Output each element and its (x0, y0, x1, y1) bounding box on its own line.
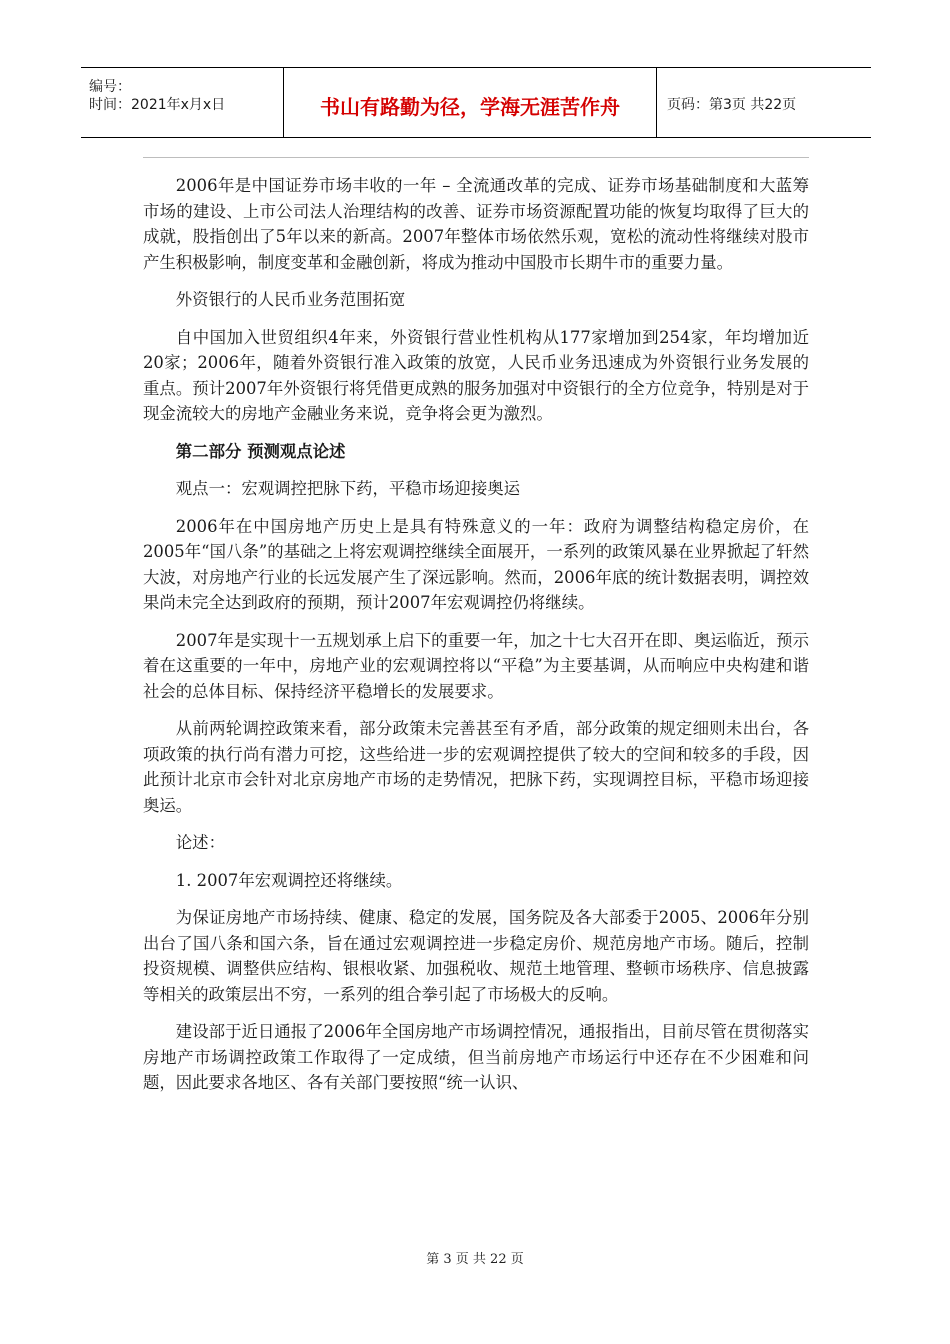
paragraph: 2006年是中国证券市场丰收的一年 – 全流通改革的完成、证券市场基础制度和大蓝筹市场的建设、上市公司法人治理结构的改善、证券市场资源配置功能的恢复均取得了巨大的成就，股指创出了5年以来的新高。2007年整体市场依然乐观，宽松的流动性将继续对股市产生积极影响，制度变革和金融创新，将成为推动中国股市长期牛市的重要力量。 (143, 176, 809, 272)
header-meta-cell (81, 68, 284, 137)
numbered-item: 1. 2007年宏观调控还将继续。 (175, 870, 403, 890)
section-heading: 第二部分 预测观点论述 (175, 441, 346, 461)
page-footer: 第 3 页 共 22 页 (426, 1252, 524, 1267)
paragraph: 建设部于近日通报了2006年全国房地产市场调控情况，通报指出，目前尽管在贯彻落实房地产市场调控政策工作取得了一定成绩，但当前房地产市场运行中还存在不少困难和问题，因此要求各地区、各有关部门要按照“统一认识、 (143, 1022, 809, 1092)
header-divider (143, 157, 809, 158)
motto-text: 书山有路勤为径，学海无涯苦作舟 (320, 95, 620, 119)
header-motto-cell (284, 68, 657, 137)
paragraph: 自中国加入世贸组织4年来，外资银行营业性机构从177家增加到254家，年均增加近20家；2006年，随着外资银行准入政策的放宽，人民币业务迅速成为外资银行业务发展的重点。预计2007年外资银行将凭借更成熟的服务加强对中资银行的全方位竞争，特别是对于现金流较大的房地产金融业务来说，竞争将会更为激烈。 (143, 327, 809, 423)
paragraph: 2006年在中国房地产历史上是具有特殊意义的一年：政府为调整结构稳定房价，在2005年“国八条”的基础之上将宏观调控继续全面展开，一系列的政策风暴在业界掀起了轩然大波，对房地产行业的长远发展产生了深远影响。然而，2006年底的统计数据表明，调控效果尚未完全达到政府的预期，预计2007年宏观调控仍将继续。 (143, 516, 809, 612)
paragraph: 从前两轮调控政策来看，部分政策未完善甚至有矛盾，部分政策的规定细则未出台，各项政策的执行尚有潜力可挖，这些给进一步的宏观调控提供了较大的空间和较多的手段，因此预计北京市会针对北京房地产市场的走势情况，把脉下药，实现调控目标，平稳市场迎接奥运。 (143, 719, 809, 815)
viewpoint-heading: 观点一：宏观调控把脉下药，平稳市场迎接奥运 (175, 479, 520, 498)
subheading: 外资银行的人民币业务范围拓宽 (175, 290, 406, 309)
page-info: 页码：第3页 共22页 (667, 97, 797, 113)
serial-label: 编号： (89, 79, 131, 95)
header-page-cell (657, 68, 871, 137)
discussion-label: 论述： (175, 833, 225, 852)
document-body (143, 173, 809, 1108)
time-label: 时间：2021年x月x日 (89, 97, 226, 113)
document-header (81, 67, 871, 138)
paragraph: 为保证房地产市场持续、健康、稳定的发展，国务院及各大部委于2005、2006年分别出台了国八条和国六条，旨在通过宏观调控进一步稳定房价、规范房地产市场。随后，控制投资规模、调整供应结构、银根收紧、加强税收、规范土地管理、整顿市场秩序、信息披露等相关的政策层出不穷，一系列的组合拳引起了市场极大的反响。 (143, 908, 809, 1004)
paragraph: 2007年是实现十一五规划承上启下的重要一年，加之十七大召开在即、奥运临近，预示着在这重要的一年中，房地产业的宏观调控将以“平稳”为主要基调，从而响应中央构建和谐社会的总体目标、保持经济平稳增长的发展要求。 (143, 630, 809, 701)
